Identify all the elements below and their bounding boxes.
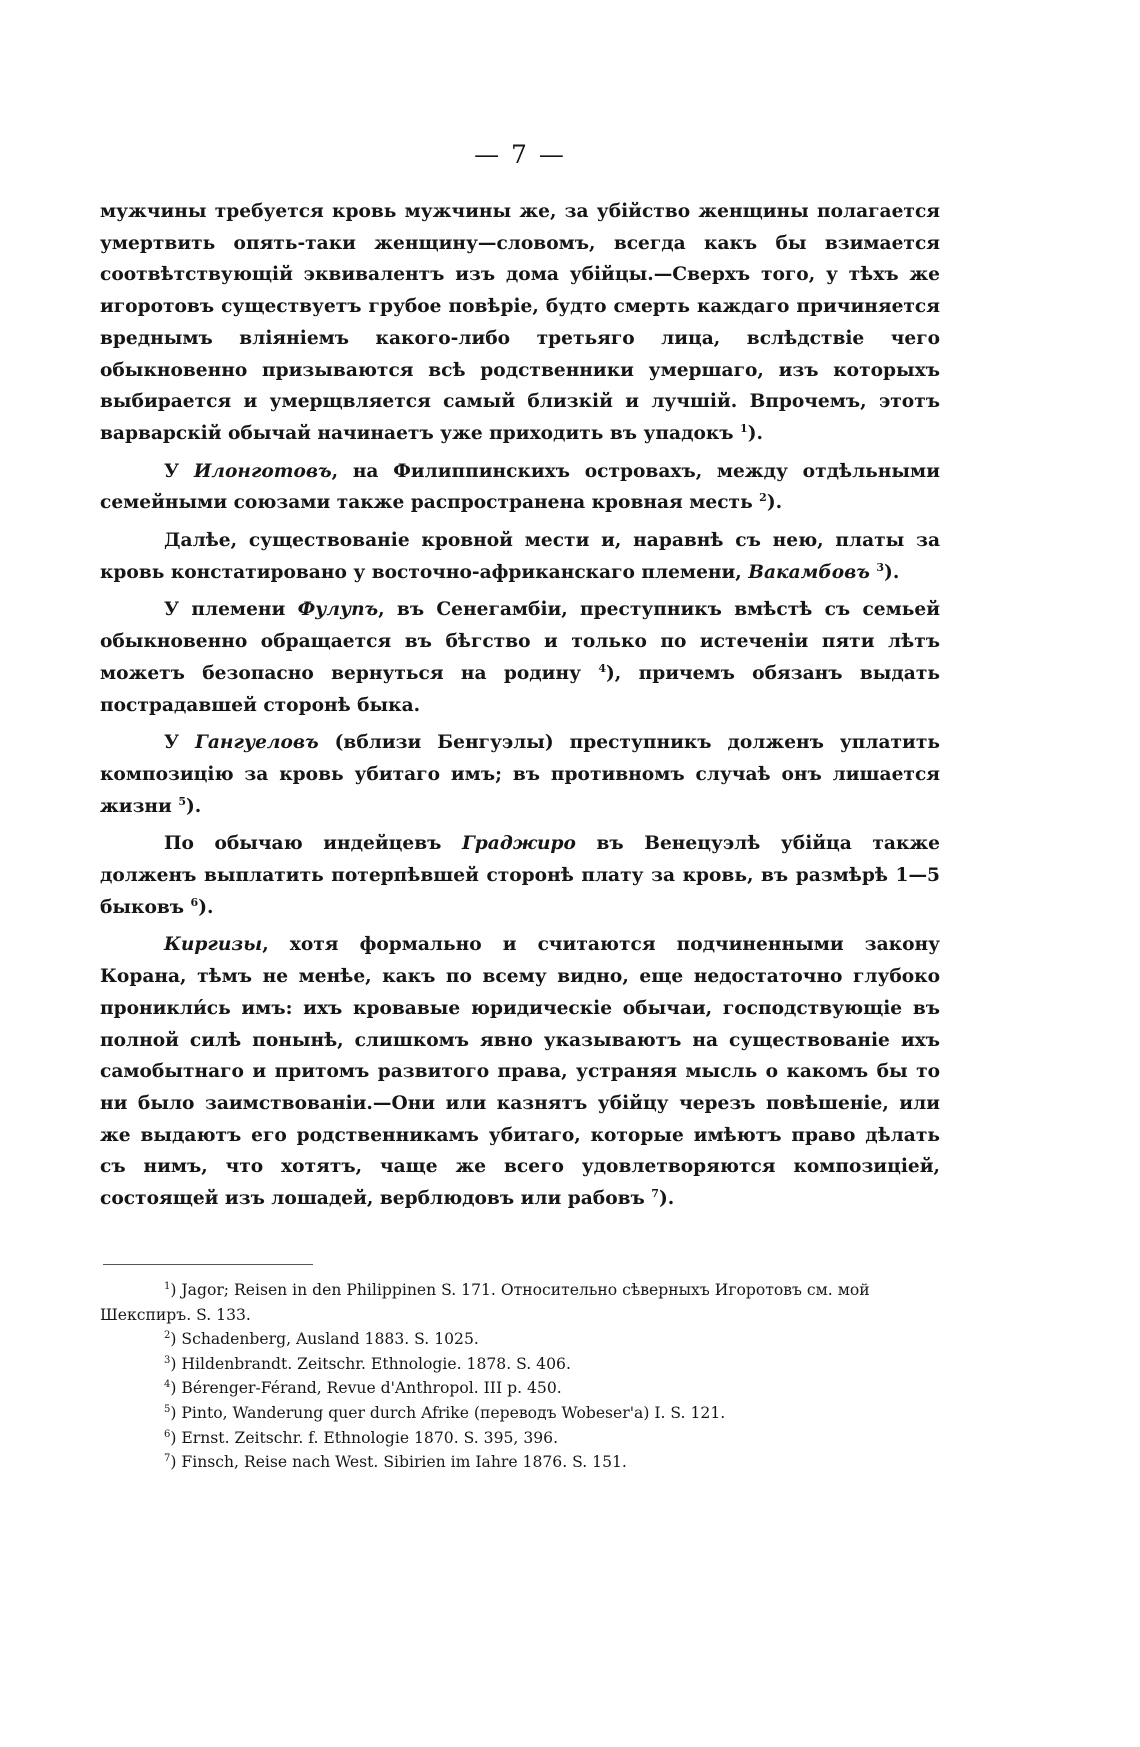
- paragraph-text: У племени: [164, 599, 298, 621]
- book-page: [100, 0, 940, 1747]
- footnote-text: ) Pinto, Wanderung quer durch Afrike (переводъ Wobeser'a) I. S. 121.: [170, 1403, 726, 1422]
- paragraph-text: У: [164, 460, 194, 482]
- footnote-mark: 3: [876, 560, 885, 574]
- paragraph-text: , хотя формально и считаются подчиненными закону Корана, тѣмъ не менѣе, какъ по всему видно, еще недостаточно глубоко проникли́сь имъ: ихъ кровавые юридическіе обычаи, господствующіе въ полной силѣ понынѣ, слишкомъ явно указываютъ на существованіе ихъ самобытнаго и притомъ развитого права, устраняя мысль о какомъ бы то ни было заимствованіи.—Они или казнятъ убійцу черезъ повѣшеніе, или же выдаютъ его родственникамъ убитаго, которые имѣютъ право дѣлать съ нимъ, что хотятъ, чаще же всего удовлетворяются композиціей, состоящей изъ лошадей, верблюдовъ или рабовъ: [100, 934, 940, 1210]
- paragraph: [100, 456, 940, 519]
- paragraph: [100, 929, 940, 1214]
- footnote-mark: 6: [190, 895, 199, 909]
- footnote-number: 7: [164, 1452, 171, 1464]
- footnote-mark: 5: [178, 794, 186, 808]
- paragraph-text: По обычаю индейцевъ: [164, 833, 462, 855]
- paragraph-text: , на Филиппинскихъ островахъ, между отдѣльными семейными союзами также распространена кровная месть: [100, 460, 940, 514]
- paragraph-text: мужчины требуется кровь мужчины же, за убійство женщины полагается умертвить опять-таки женщину—словомъ, всегда какъ бы взимается соотвѣтствующій эквивалентъ изъ дома убійцы.—Сверхъ того, у тѣхъ же игоротовъ существуетъ грубое повѣріе, будто смерть каждаго причиняется вреднымъ вліяніемъ какого-либо третьяго лица, вслѣдствіе чего обыкновенно призываются всѣ родственники умершаго, изъ которыхъ выбирается и умерщвляется самый близкій и лучшій. Впрочемъ, этотъ варварскій обычай начинаетъ уже приходить въ упадокъ: [100, 201, 940, 444]
- footnote-text: ) Jagor; Reisen in den Philippinen S. 171. Относительно сѣверныхъ Игоротовъ см. мой Шекспиръ. S. 133.: [100, 1281, 870, 1324]
- paragraph-text: У: [164, 732, 196, 754]
- footnote: [100, 1327, 940, 1352]
- paragraph-text: (вблизи Бенгуэлы) преступникъ долженъ уплатить композицію за кровь убитаго имъ; въ противномъ случаѣ онъ лишается жизни: [100, 732, 940, 817]
- footnote-divider: [103, 1264, 313, 1265]
- footnotes: [100, 1278, 940, 1475]
- footnote-number: 4: [164, 1379, 171, 1391]
- paragraph-text: ).: [884, 561, 900, 583]
- footnote-number: 5: [164, 1403, 171, 1415]
- emphasized-name: Вакамбовъ: [748, 561, 870, 583]
- footnote: [100, 1426, 940, 1451]
- footnote-mark: 1: [740, 421, 748, 435]
- footnote-text: ) Bérenger-Férand, Revue d'Anthropol. III p. 450.: [170, 1379, 562, 1398]
- footnote: [100, 1278, 940, 1327]
- paragraph: [100, 525, 940, 588]
- paragraph-text: ).: [747, 422, 763, 444]
- emphasized-name: Фулупъ: [297, 599, 379, 621]
- main-text: [100, 196, 940, 1221]
- footnote-text: ) Ernst. Zeitschr. f. Ethnologie 1870. S. 395, 396.: [170, 1428, 559, 1447]
- footnote-mark: 2: [759, 491, 767, 505]
- page-number: — 7 —: [474, 140, 566, 169]
- footnote-text: ) Finsch, Reise nach West. Sibirien im Iahre 1876. S. 151.: [170, 1453, 627, 1472]
- emphasized-name: Граджиро: [461, 833, 576, 855]
- footnote-text: ) Hildenbrandt. Zeitschr. Ethnologie. 1878. S. 406.: [170, 1354, 571, 1373]
- paragraph-text: , въ Сенегамбіи, преступникъ вмѣстѣ съ семьей обыкновенно обращается въ бѣгство и только по истеченіи пяти лѣтъ можетъ безопасно вернуться на родину: [100, 599, 941, 684]
- emphasized-name: Гангуеловъ: [195, 732, 319, 754]
- footnote-mark: 7: [651, 1186, 659, 1200]
- paragraph-text: ).: [766, 492, 783, 514]
- emphasized-name: Илонготовъ: [193, 460, 332, 482]
- paragraph: [100, 594, 940, 721]
- emphasized-name: Киргизы: [164, 934, 263, 956]
- footnote: [100, 1352, 940, 1377]
- footnote-number: 1: [164, 1280, 171, 1292]
- footnote: [100, 1450, 940, 1475]
- paragraph: [100, 727, 940, 822]
- paragraph-text: въ Венецуэлѣ убійца также долженъ выплатить потерпѣвшей сторонѣ плату за кровь, въ размѣрѣ 1—5 быковъ: [100, 833, 940, 918]
- footnote-number: 3: [164, 1354, 171, 1366]
- footnote: [100, 1376, 940, 1401]
- paragraph-text: ).: [198, 896, 214, 918]
- paragraph: [100, 828, 940, 923]
- footnote-number: 6: [164, 1428, 171, 1440]
- paragraph-text: Далѣе, существованіе кровной мести и, наравнѣ съ нею, платы за кровь констатировано у восточно-африканскаго племени,: [100, 530, 940, 583]
- footnote-text: ) Schadenberg, Ausland 1883. S. 1025.: [170, 1330, 479, 1349]
- paragraph-text: ).: [658, 1188, 675, 1210]
- paragraph-text: ), причемъ обязанъ выдать пострадавшей сторонѣ быка.: [100, 662, 940, 716]
- footnote-mark: 4: [598, 661, 606, 675]
- paragraph: [100, 196, 940, 450]
- footnote-number: 2: [164, 1330, 171, 1341]
- paragraph-text: ).: [185, 795, 202, 817]
- footnote: [100, 1401, 940, 1426]
